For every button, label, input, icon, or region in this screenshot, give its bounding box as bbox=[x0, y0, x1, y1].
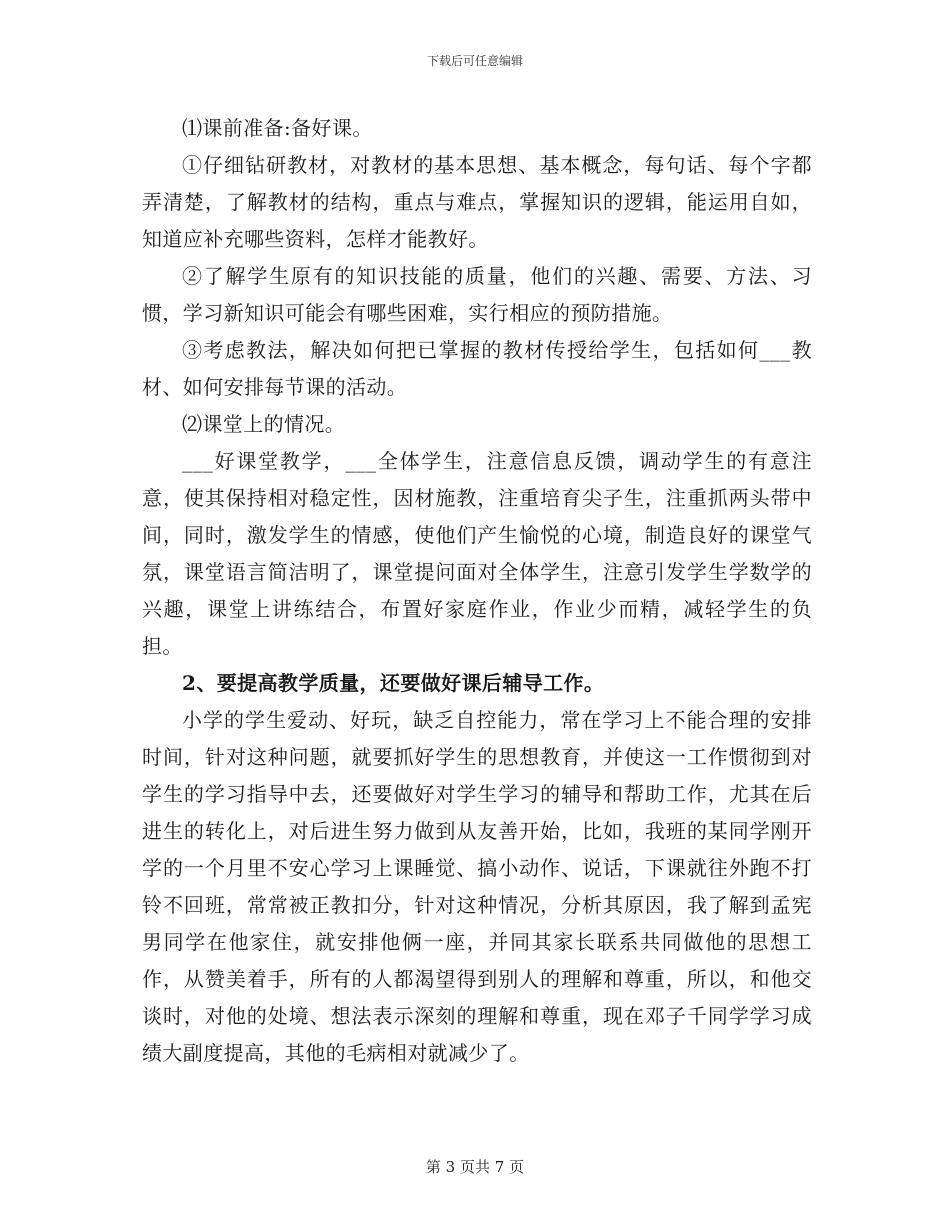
document-body bbox=[142, 110, 812, 1072]
paragraph-know-students: ②了解学生原有的知识技能的质量，他们的兴趣、需要、方法、习惯，学习新知识可能会有哪些困难，实行相应的预防措施。 bbox=[142, 264, 812, 325]
paragraph-study-textbook: ①仔细钻研教材，对教材的基本思想、基本概念，每句话、每个字都弄清楚，了解教材的结构，重点与难点，掌握知识的逻辑，能运用自如，知道应补充哪些资料，怎样才能教好。 bbox=[142, 153, 812, 251]
paragraph-tutoring-body: 小学的学生爱动、好玩，缺乏自控能力，常在学习上不能合理的安排时间，针对这种问题，就要抓好学生的思想教育，并使这一工作惯彻到对学生的学习指导中去，还要做好对学生学习的辅导和帮助工作，尤其在后进生的转化上，对后进生努力做到从友善开始，比如，我班的某同学刚开学的一个月里不安心学习上课睡觉、搞小动作、说话，下课就往外跑不打铃不回班，常常被正教扣分，针对这种情况，分析其原因，我了解到孟宪男同学在他家住，就安排他俩一座，并同其家长联系共同做他的思想工作，从赞美着手，所有的人都渴望得到别人的理解和尊重，所以，和他交谈时，对他的处境、想法表示深刻的理解和尊重，现在邓子千同学学习成绩大副度提高，其他的毛病相对就减少了。 bbox=[142, 708, 812, 1065]
paragraph-teaching-method: ③考虑教法，解决如何把已掌握的教材传授给学生，包括如何___教材、如何安排每节课的活动。 bbox=[142, 338, 812, 399]
page-header: 下载后可任意编辑 bbox=[426, 54, 523, 68]
paragraph-prep-heading: ⑴课前准备:备好课。 bbox=[182, 116, 373, 140]
paragraph-classroom-heading: ⑵课堂上的情况。 bbox=[182, 412, 346, 436]
page-footer: 第 3 页共 7 页 bbox=[425, 1158, 525, 1176]
section-heading-tutoring: 2、要提高教学质量，还要做好课后辅导工作。 bbox=[182, 671, 605, 695]
paragraph-classroom-teaching: ___好课堂教学，___全体学生，注意信息反馈，调动学生的有意注意，使其保持相对稳定性，因材施教，注重培育尖子生，注重抓两头带中间，同时，激发学生的情感，使他们产生愉悦的心境，制造良好的课堂气氛，课堂语言简洁明了，课堂提问面对全体学生，注意引发学生学数学的兴趣，课堂上讲练结合，布置好家庭作业，作业少而精，减轻学生的负担。 bbox=[142, 449, 812, 658]
